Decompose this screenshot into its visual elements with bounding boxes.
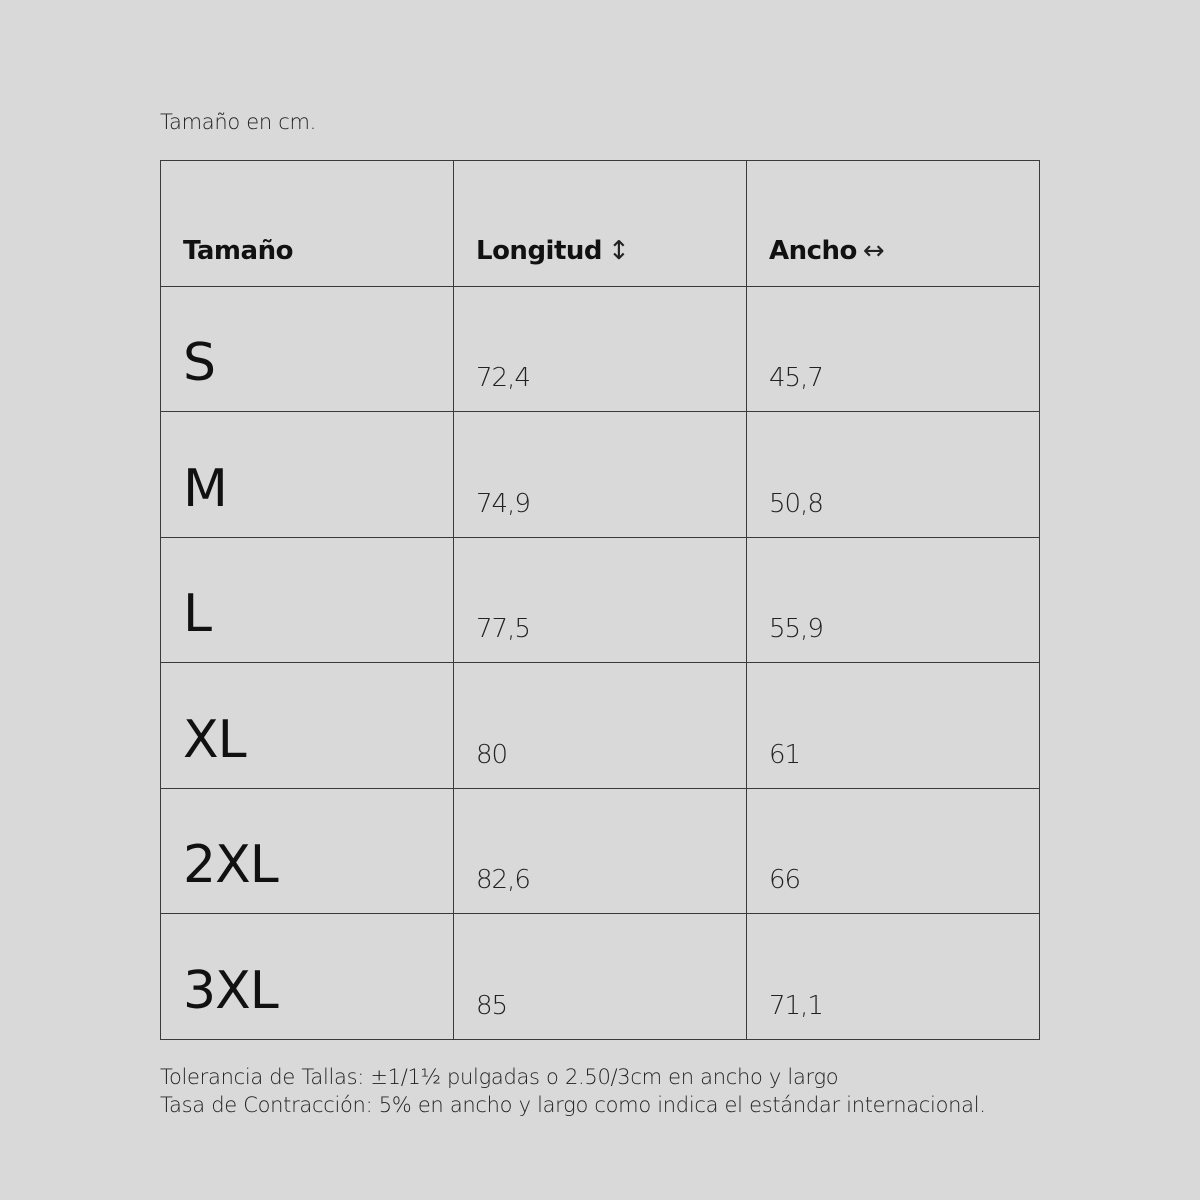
shrinkage-note: Tasa de Contracción: 5% en ancho y largo como indica el estándar internacional. [160,1093,986,1117]
length-cell: 72,4 [454,286,747,412]
length-cell: 82,6 [454,788,747,914]
header-length [454,161,747,287]
header-width [747,161,1040,287]
header-size [161,161,454,287]
width-cell: 45,7 [747,286,1040,412]
size-cell: S [161,286,454,412]
width-cell: 55,9 [747,537,1040,663]
width-cell: 66 [747,788,1040,914]
length-cell: 85 [454,914,747,1040]
size-cell: L [161,537,454,663]
size-cell: M [161,412,454,538]
table-header-row [161,161,1040,287]
horizontal-arrow-icon: ↔ [862,235,885,266]
vertical-arrow-icon: ↕ [608,235,630,266]
width-cell: 71,1 [747,914,1040,1040]
header-width-label: Ancho [769,235,857,266]
size-cell: XL [161,663,454,789]
length-cell: 77,5 [454,537,747,663]
table-row [161,537,1040,663]
size-cell: 2XL [161,788,454,914]
size-cell: 3XL [161,914,454,1040]
tolerance-note: Tolerancia de Tallas: ±1/1½ pulgadas o 2.50/3cm en ancho y largo [160,1065,839,1089]
size-chart-table [160,160,1040,1040]
header-size-label: Tamaño [183,235,293,266]
header-length-label: Longitud [476,235,603,266]
table-row [161,412,1040,538]
table-row [161,663,1040,789]
width-cell: 50,8 [747,412,1040,538]
table-row [161,788,1040,914]
size-notes [160,1063,986,1119]
length-cell: 80 [454,663,747,789]
table-row [161,286,1040,412]
size-unit-caption: Tamaño en cm. [160,110,317,134]
table-row [161,914,1040,1040]
width-cell: 61 [747,663,1040,789]
length-cell: 74,9 [454,412,747,538]
